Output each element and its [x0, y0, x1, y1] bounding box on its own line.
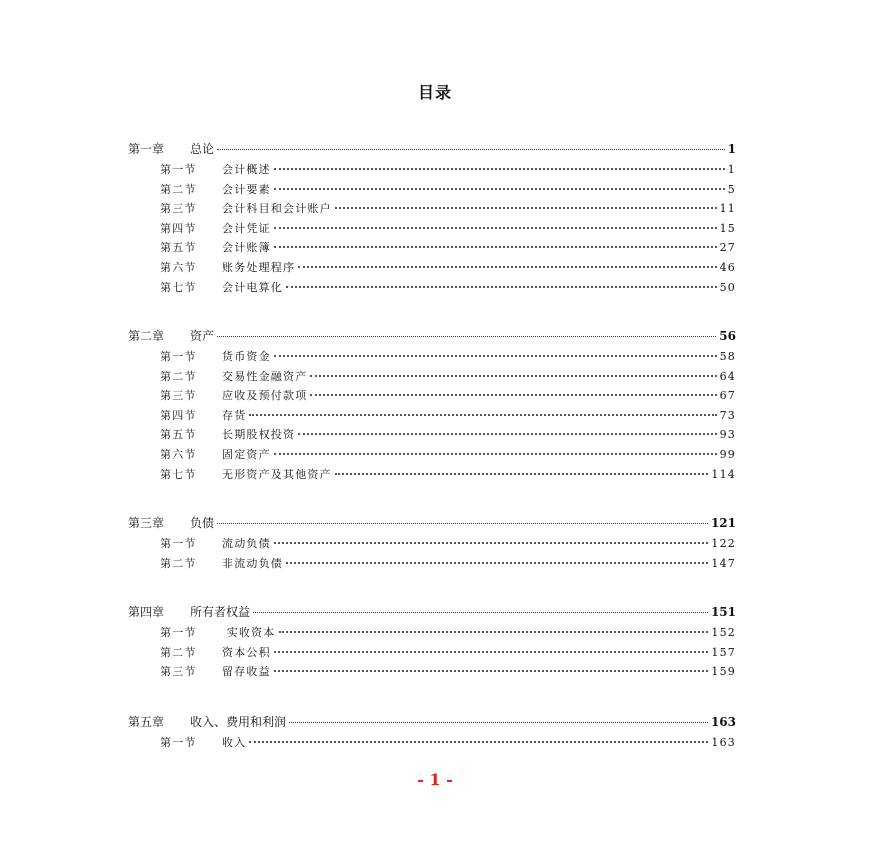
- toc-entry-label: [160, 663, 271, 679]
- section-page-number: 122: [711, 537, 736, 550]
- dot-leader: [274, 188, 725, 190]
- toc-entry-label: [160, 181, 271, 197]
- section-title: 账务处理程序: [222, 261, 296, 274]
- toc-entry-label: [160, 466, 332, 482]
- section-page-number: 58: [719, 350, 736, 363]
- section-number: 第四节: [160, 408, 197, 422]
- toc-section-entry: [160, 734, 736, 750]
- toc-section-entry: [160, 181, 736, 197]
- dot-leader: [335, 473, 709, 475]
- chapter-number: 第三章: [128, 516, 165, 530]
- section-page-number: 27: [719, 241, 736, 255]
- section-title: 固定资产: [222, 448, 271, 461]
- section-number: 第三节: [160, 665, 197, 679]
- dot-leader: [274, 670, 709, 672]
- page-title: 目录: [417, 83, 452, 102]
- section-page-number: 147: [711, 556, 736, 570]
- toc-entry-label: [160, 426, 295, 442]
- chapter-page-number: 121: [710, 516, 736, 530]
- section-number: 第三节: [160, 202, 197, 216]
- chapter-page-number: 1: [727, 142, 736, 156]
- dot-leader: [274, 168, 725, 170]
- chapter-number: 第四章: [128, 605, 165, 619]
- toc-entry-label: [128, 140, 214, 157]
- dot-leader: [274, 355, 717, 357]
- toc-section-entry: [160, 387, 736, 403]
- toc-section-entry: [160, 426, 736, 442]
- toc-section-entry: [160, 279, 736, 295]
- section-page-number: 93: [719, 428, 736, 442]
- section-title: 货币资金: [222, 350, 271, 363]
- section-page-number: 15: [719, 221, 736, 235]
- dot-leader: [298, 266, 716, 268]
- section-title: 会计科目和会计账户: [222, 202, 332, 216]
- toc-entry-label: [160, 734, 246, 750]
- section-number: 第四节: [160, 221, 197, 235]
- toc-entry-label: [160, 535, 271, 551]
- section-title: 存货: [222, 408, 247, 422]
- toc-entry-label: [160, 555, 283, 571]
- section-title: 实收资本: [222, 626, 276, 639]
- dot-leader: [274, 542, 709, 544]
- toc-section-entry: [160, 663, 736, 679]
- toc-section-entry: [160, 259, 736, 275]
- section-title: 会计概述: [222, 163, 271, 176]
- toc-entry-label: [128, 327, 214, 344]
- section-number: 第二节: [160, 556, 197, 570]
- section-page-number: 73: [719, 408, 736, 422]
- section-page-number: 67: [719, 389, 736, 403]
- chapter-number: 第五章: [128, 715, 165, 729]
- section-title: 会计账簿: [222, 241, 271, 255]
- section-number: 第三节: [160, 389, 197, 403]
- chapter-title: 总论: [190, 142, 215, 156]
- dot-leader: [274, 246, 717, 248]
- toc-section-entry: [160, 466, 736, 482]
- toc-entry-label: [160, 220, 271, 236]
- section-title: 非流动负债: [222, 556, 283, 570]
- toc-section-entry: [160, 446, 736, 462]
- toc-entry-label: [160, 161, 271, 177]
- chapter-title: 所有者权益: [190, 605, 251, 619]
- dot-leader: [274, 651, 709, 653]
- dot-leader: [286, 286, 717, 288]
- toc-entry-label: [160, 624, 276, 640]
- dot-leader: [286, 562, 708, 564]
- toc-chapter-entry: [128, 140, 736, 157]
- toc-entry-label: [160, 200, 332, 216]
- section-title: 收入: [222, 736, 247, 749]
- page-number: - 1 -: [417, 770, 453, 789]
- section-page-number: 99: [719, 448, 736, 461]
- toc-entry-label: [160, 279, 283, 295]
- toc-entry-label: [160, 368, 307, 384]
- chapter-title: 收入、费用和利润: [190, 715, 287, 729]
- section-title: 会计凭证: [222, 221, 271, 235]
- toc-entry-label: [160, 446, 271, 462]
- section-number: 第一节: [160, 626, 197, 639]
- dot-leader: [249, 414, 716, 416]
- toc-section-entry: [160, 555, 736, 571]
- toc-section-entry: [160, 239, 736, 255]
- section-title: 资本公积: [222, 645, 271, 659]
- toc-entry-label: [128, 713, 286, 730]
- toc-entry-label: [160, 239, 271, 255]
- chapter-page-number: 56: [719, 329, 736, 343]
- section-page-number: 50: [719, 280, 736, 294]
- section-page-number: 157: [711, 645, 736, 659]
- section-title: 无形资产及其他资产: [222, 467, 332, 481]
- toc-entry-label: [160, 407, 246, 423]
- chapter-page-number: 163: [710, 715, 736, 729]
- toc-section-entry: [160, 200, 736, 216]
- section-page-number: 5: [727, 182, 736, 196]
- section-number: 第七节: [160, 467, 197, 481]
- section-number: 第二节: [160, 645, 197, 659]
- dot-leader: [310, 375, 716, 377]
- dot-leader: [274, 453, 717, 455]
- dot-leader: [289, 722, 708, 723]
- section-page-number: 11: [719, 202, 736, 216]
- dot-leader: [217, 523, 708, 524]
- toc-section-entry: [160, 161, 736, 177]
- dot-leader: [249, 741, 708, 743]
- toc-entry-label: [128, 514, 214, 531]
- dot-leader: [298, 433, 716, 435]
- dot-leader: [279, 631, 709, 633]
- toc-section-entry: [160, 220, 736, 236]
- dot-leader: [335, 207, 717, 209]
- section-page-number: 64: [719, 369, 736, 383]
- section-page-number: 114: [711, 467, 736, 481]
- section-title: 留存收益: [222, 665, 271, 679]
- section-number: 第五节: [160, 428, 197, 442]
- toc-entry-label: [128, 603, 250, 620]
- toc-entry-label: [160, 348, 271, 364]
- section-page-number: 163: [711, 736, 736, 749]
- section-title: 流动负债: [222, 537, 271, 550]
- toc-section-entry: [160, 535, 736, 551]
- section-page-number: 152: [711, 626, 736, 639]
- section-title: 会计要素: [222, 182, 271, 196]
- section-title: 交易性金融资产: [222, 369, 308, 383]
- dot-leader: [310, 394, 716, 396]
- toc-chapter-entry: [128, 514, 736, 531]
- toc-chapter-entry: [128, 603, 736, 620]
- section-page-number: 46: [719, 261, 736, 274]
- chapter-number: 第一章: [128, 142, 165, 156]
- section-number: 第六节: [160, 261, 197, 274]
- section-title: 会计电算化: [222, 280, 283, 294]
- chapter-number: 第二章: [128, 329, 165, 343]
- dot-leader: [217, 336, 716, 337]
- section-number: 第五节: [160, 241, 197, 255]
- toc-chapter-entry: [128, 713, 736, 730]
- toc-chapter-entry: [128, 327, 736, 344]
- chapter-title: 资产: [190, 329, 215, 343]
- section-title: 长期股权投资: [222, 428, 296, 442]
- toc-entry-label: [160, 644, 271, 660]
- dot-leader: [253, 612, 708, 613]
- toc-entry-label: [160, 387, 307, 403]
- chapter-title: 负债: [190, 516, 215, 530]
- toc-section-entry: [160, 624, 736, 640]
- toc-entry-label: [160, 259, 295, 275]
- toc-section-entry: [160, 368, 736, 384]
- section-number: 第二节: [160, 182, 197, 196]
- section-number: 第六节: [160, 448, 197, 461]
- section-page-number: 1: [727, 163, 736, 176]
- section-number: 第七节: [160, 280, 197, 294]
- section-number: 第一节: [160, 736, 197, 749]
- dot-leader: [217, 149, 725, 150]
- section-number: 第一节: [160, 350, 197, 363]
- section-number: 第二节: [160, 369, 197, 383]
- toc-section-entry: [160, 644, 736, 660]
- section-number: 第一节: [160, 163, 197, 176]
- section-number: 第一节: [160, 537, 197, 550]
- section-page-number: 159: [711, 665, 736, 679]
- chapter-page-number: 151: [710, 605, 736, 619]
- dot-leader: [274, 227, 717, 229]
- section-title: 应收及预付款项: [222, 389, 308, 403]
- toc-section-entry: [160, 407, 736, 423]
- toc-section-entry: [160, 348, 736, 364]
